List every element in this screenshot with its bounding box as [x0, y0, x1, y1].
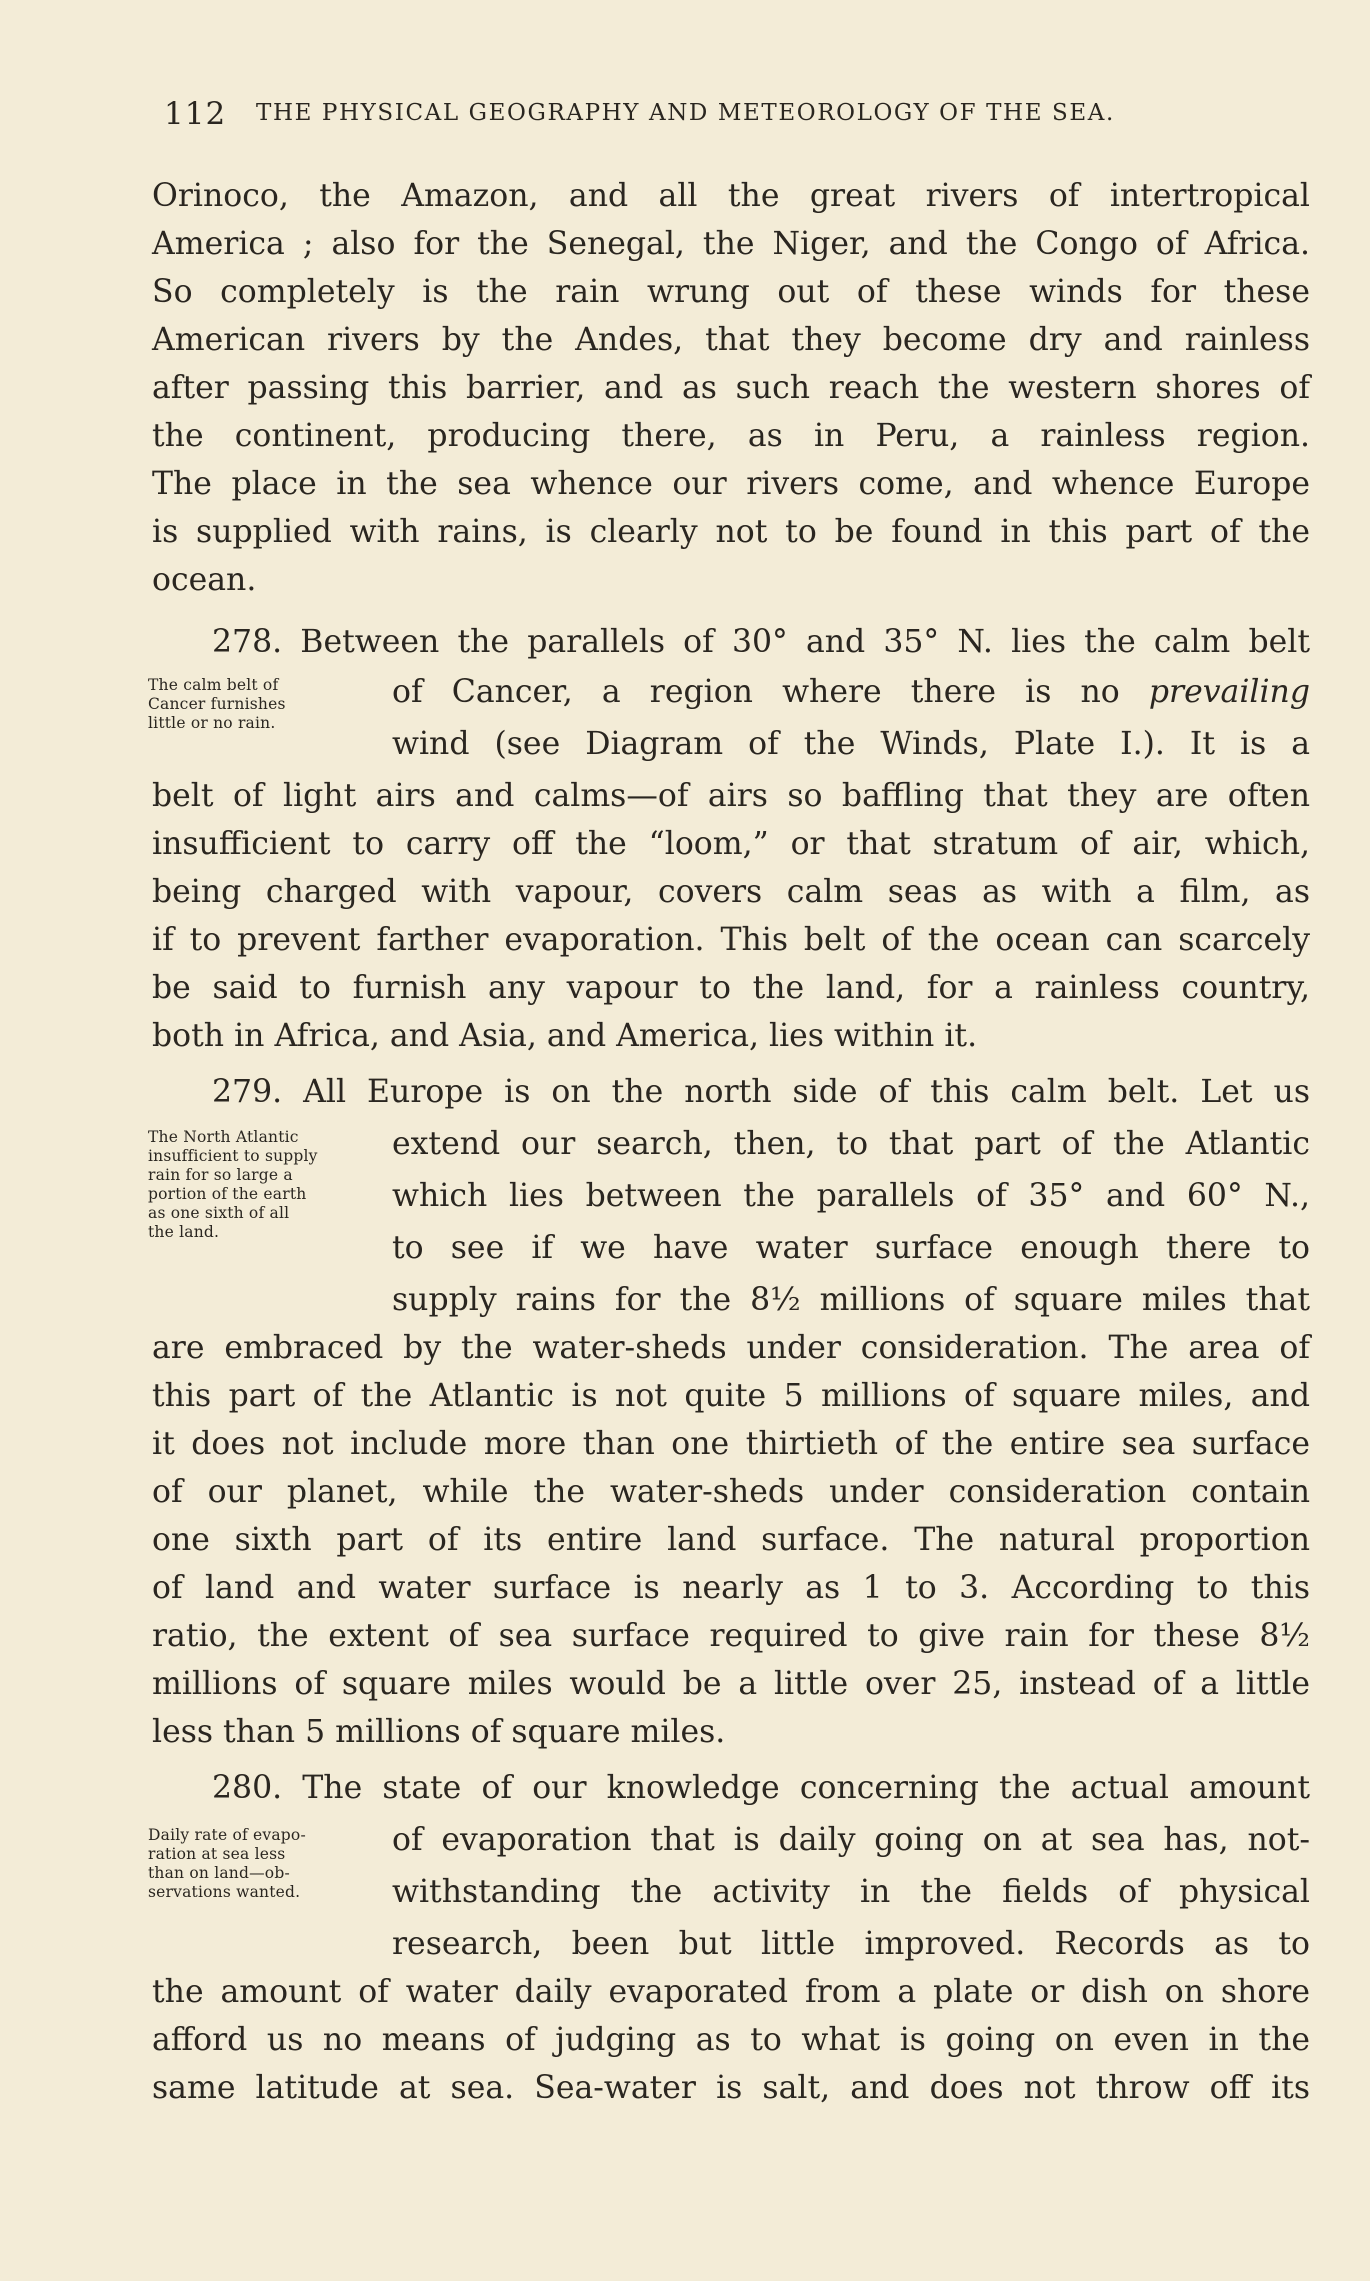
paragraph-279-start: 279. All Europe is on the north side of this calm belt. Let us [212, 1074, 1310, 1110]
text-line: of evaporation that is daily going on at sea has, not- [392, 1822, 1310, 1858]
paragraph-278-start: 278. Between the parallels of 30° and 35° N. lies the calm belt [212, 624, 1310, 660]
margin-note-line: The calm belt of [148, 676, 279, 694]
text-line: withstanding the activity in the fields of physical [392, 1874, 1310, 1910]
text-line: insufficient to carry off the “loom,” or that stratum of air, which, [152, 826, 1310, 862]
text-line: millions of square miles would be a little over 25, instead of a little [152, 1666, 1310, 1702]
text-line: the continent, producing there, as in Peru, a rainless region. [152, 418, 1310, 454]
text-segment: of Cancer, a region where there is no [392, 674, 1120, 710]
text-line: less than 5 millions of square miles. [152, 1714, 726, 1750]
text-line: extend our search, then, to that part of the Atlantic [392, 1126, 1310, 1162]
paragraph-280-start: 280. The state of our knowledge concerning the actual amount [212, 1770, 1310, 1806]
text-line: supply rains for the 8½ millions of square miles that [392, 1282, 1310, 1318]
page-header [164, 96, 1244, 140]
text-line: to see if we have water surface enough there to [392, 1230, 1310, 1266]
text-line: this part of the Atlantic is not quite 5 millions of square miles, and [152, 1378, 1310, 1414]
margin-note-line: rain for so large a [148, 1166, 293, 1184]
text-line: American rivers by the Andes, that they become dry and rainless [152, 322, 1310, 358]
text-line: which lies between the parallels of 35° and 60° N., [392, 1178, 1310, 1214]
text-line: afford us no means of judging as to what is going on even in the [152, 2022, 1310, 2058]
margin-note-line: Cancer furnishes [148, 695, 286, 713]
text-line: after passing this barrier, and as such reach the western shores of [152, 370, 1310, 406]
text-line: America ; also for the Senegal, the Niger, and the Congo of Africa. [152, 226, 1310, 262]
text-line: of our planet, while the water-sheds under consideration contain [152, 1474, 1310, 1510]
text-line: it does not include more than one thirtieth of the entire sea surface [152, 1426, 1310, 1462]
text-line: Orinoco, the Amazon, and all the great rivers of intertropical [152, 178, 1310, 214]
margin-note-line: as one sixth of all [148, 1204, 290, 1222]
running-title: THE PHYSICAL GEOGRAPHY AND METEOROLOGY OF THE SEA. [256, 100, 1115, 126]
text-line: are embraced by the water-sheds under consideration. The area of [152, 1330, 1310, 1366]
margin-note-line: than on land—ob- [148, 1864, 290, 1882]
margin-note-line: the land. [148, 1223, 220, 1241]
margin-note-calm-belt [148, 676, 286, 733]
margin-note-line: insufficient to supply [148, 1147, 318, 1165]
text-line [392, 672, 1310, 712]
text-line: The place in the sea whence our rivers come, and whence Europe [152, 466, 1310, 502]
text-line: belt of light airs and calms—of airs so baffling that they are often [152, 778, 1310, 814]
margin-note-line: little or no rain. [148, 714, 276, 732]
text-line: being charged with vapour, covers calm seas as with a film, as [152, 874, 1310, 910]
text-line: ocean. [152, 562, 257, 598]
italic-word: prevailing [1148, 674, 1310, 710]
margin-note-line: ration at sea less [148, 1845, 286, 1863]
margin-note-line: servations wanted. [148, 1883, 301, 1901]
text-line: research, been but little improved. Records as to [392, 1926, 1310, 1962]
text-line: the amount of water daily evaporated from a plate or dish on shore [152, 1974, 1310, 2010]
text-line: wind (see Diagram of the Winds, Plate I.). It is a [392, 726, 1310, 762]
text-line: is supplied with rains, is clearly not to be found in this part of the [152, 514, 1310, 550]
text-line: one sixth part of its entire land surface. The natural proportion [152, 1522, 1310, 1558]
text-line: So completely is the rain wrung out of these winds for these [152, 274, 1310, 310]
margin-note-evaporation [148, 1826, 306, 1902]
margin-note-line: portion of the earth [148, 1185, 307, 1203]
margin-note-line: Daily rate of evapo- [148, 1826, 306, 1844]
margin-note-line: The North Atlantic [148, 1128, 299, 1146]
page-number: 112 [164, 96, 227, 132]
text-line: both in Africa, and Asia, and America, lies within it. [152, 1018, 978, 1054]
text-line: be said to furnish any vapour to the land, for a rainless country, [152, 970, 1310, 1006]
text-line: of land and water surface is nearly as 1 to 3. According to this [152, 1570, 1310, 1606]
text-line: ratio, the extent of sea surface required to give rain for these 8½ [152, 1618, 1310, 1654]
margin-note-north-atlantic [148, 1128, 318, 1242]
text-line: if to prevent farther evaporation. This belt of the ocean can scarcely [152, 922, 1310, 958]
text-line: same latitude at sea. Sea-water is salt, and does not throw off its [152, 2070, 1310, 2106]
